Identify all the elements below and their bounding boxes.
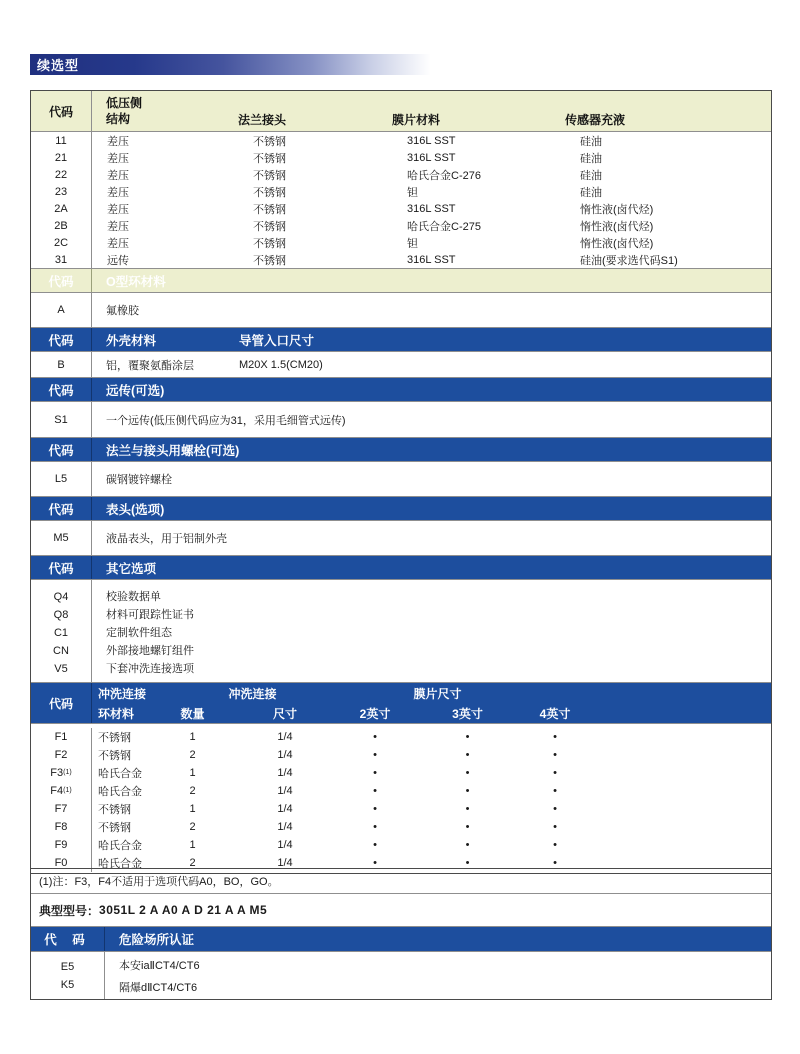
display-row: M5 液晶表头，用于铝制外壳 xyxy=(31,520,771,555)
other-codes-column: Q4 Q8 C1 CN V5 xyxy=(31,580,92,682)
header-fill: 传感器充液 xyxy=(565,113,626,127)
other-texts-column: 校验数据单 材料可跟踪性证书 定制软件组态 外部接地螺钉组件 下套冲洗连接选项 xyxy=(106,591,194,675)
flush-connection-header: 代码 冲洗连接 冲洗连接 膜片尺寸 环材料 数量 尺寸 2英寸 3英寸 4英寸 xyxy=(31,682,771,723)
table-row: 31 远传 不锈钢 316L SST 硅油(要求选代码S1) xyxy=(31,251,771,268)
table-row: F0 哈氏合金 2 1/4 • • • xyxy=(31,854,771,872)
table-row: 2B 差压 不锈钢 哈氏合金C-275 惰性液(卤代烃) xyxy=(31,217,771,234)
table-row: F3 (1) 哈氏合金 1 1/4 • • • xyxy=(31,764,771,782)
typical-model-row xyxy=(31,893,771,926)
table-row: F7 不锈钢 1 1/4 • • • xyxy=(31,800,771,818)
housing-section-band: 代码 外壳材料 导管入口尺寸 xyxy=(31,327,771,351)
remote-section-band: 代码 远传(可选) xyxy=(31,377,771,401)
table-row: 22 差压 不锈钢 哈氏合金C-276 硅油 xyxy=(31,166,771,183)
footnote-and-certification-table xyxy=(30,868,772,1000)
other-options-block xyxy=(31,579,771,682)
table-row: 23 差压 不锈钢 钽 硅油 xyxy=(31,183,771,200)
low-side-table-body xyxy=(31,131,771,268)
hazard-codes-column: E5 K5 xyxy=(31,952,105,999)
header-flange: 法兰接头 xyxy=(238,113,287,127)
table-row: F2 不锈钢 2 1/4 • • • xyxy=(31,746,771,764)
model-selection-table xyxy=(30,90,772,874)
low-side-table-header xyxy=(31,91,771,131)
table-row: F9 哈氏合金 1 1/4 • • • xyxy=(31,836,771,854)
table-row: 2A 差压 不锈钢 316L SST 惰性液(卤代烃) xyxy=(31,200,771,217)
display-section-band: 代码 表头(选项) xyxy=(31,496,771,520)
header-code: 代码 xyxy=(31,91,92,131)
table-row: 11 差压 不锈钢 316L SST 硅油 xyxy=(31,132,771,149)
flush-connection-body xyxy=(31,723,771,873)
hazard-texts-column: 本安iaⅡCT4/CT6 隔爆dⅡCT4/CT6 xyxy=(119,959,200,994)
remote-row: S1 一个远传(低压侧代码应为31，采用毛细管式远传) xyxy=(31,401,771,437)
section-title: 续选型 xyxy=(37,58,80,73)
table-row: 21 差压 不锈钢 316L SST 硅油 xyxy=(31,149,771,166)
hazard-band: 代 码 危险场所认证 xyxy=(31,926,771,951)
hazard-body xyxy=(31,951,771,999)
section-title-bar xyxy=(30,54,772,75)
bolts-section-band: 代码 法兰与接头用螺栓(可选) xyxy=(31,437,771,461)
oring-row: A 氟橡胶 xyxy=(31,292,771,327)
table-row: 2C 差压 不锈钢 钽 惰性液(卤代烃) xyxy=(31,234,771,251)
other-options-band: 代码 其它选项 xyxy=(31,555,771,579)
footnote: (1)注：F3，F4不适用于选项代码A0，BO，GO。 xyxy=(39,876,279,888)
header-structure: 低压侧 结构 xyxy=(106,96,143,126)
table-row: F4 (1) 哈氏合金 2 1/4 • • • xyxy=(31,782,771,800)
flush-header-code: 代码 xyxy=(31,683,92,723)
table-row: F1 不锈钢 1 1/4 • • • xyxy=(31,728,771,746)
oring-section-band: 代码 O型环材料 xyxy=(31,268,771,292)
table-row: F8 不锈钢 2 1/4 • • • xyxy=(31,818,771,836)
bolts-row: L5 碳钢镀锌螺栓 xyxy=(31,461,771,496)
typical-model-value: 3051L 2 A A0 A D 21 A A M5 xyxy=(99,903,268,917)
header-diaphragm: 膜片材料 xyxy=(392,113,441,127)
housing-row: B 铝，覆聚氨酯涂层 M20X 1.5(CM20) xyxy=(31,351,771,377)
typical-model-label: 典型型号： xyxy=(39,903,100,918)
